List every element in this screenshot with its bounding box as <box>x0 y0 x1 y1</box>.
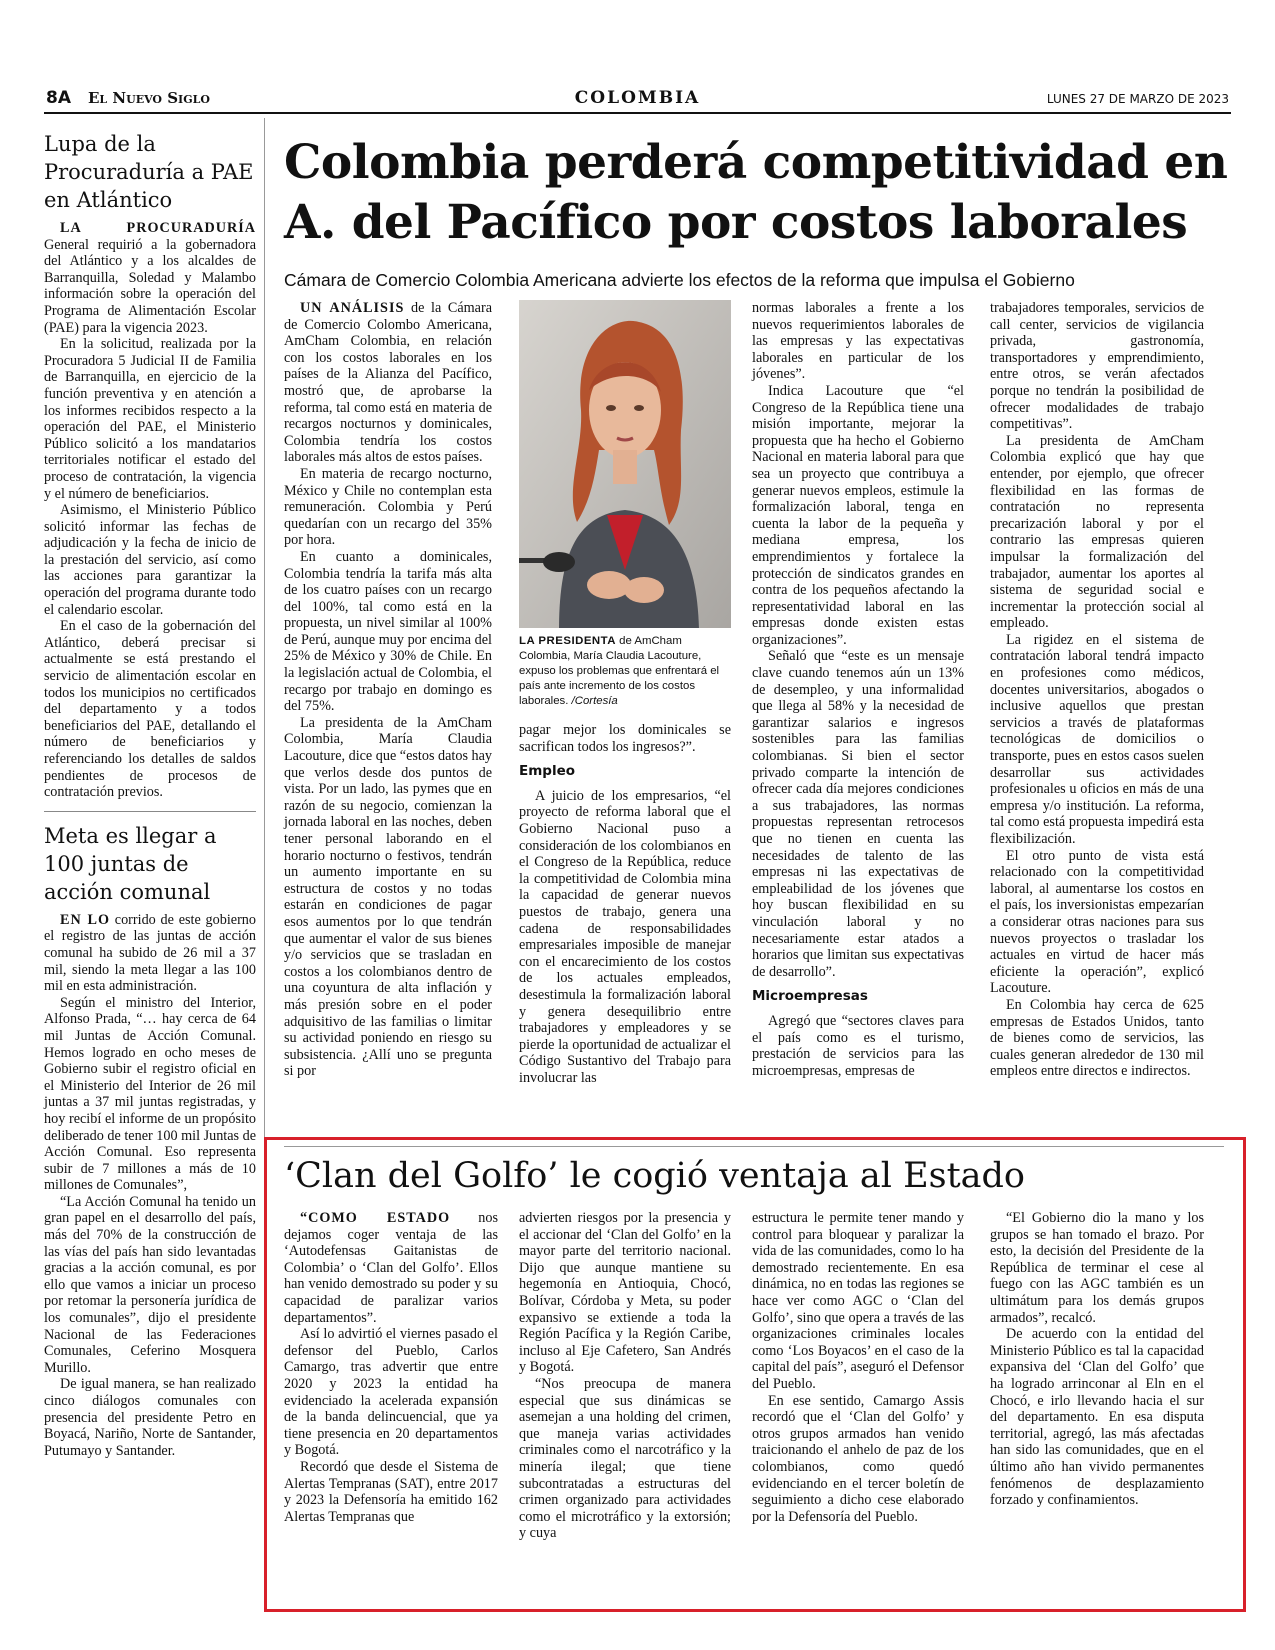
paragraph: normas laborales a frente a los nuevos requerimientos laborales de las empresas y las expectativas laborales en particular de los jóvenes”. <box>752 300 964 383</box>
main-column-4 <box>990 300 1204 1080</box>
paragraph: trabajadores temporales, servicios de call center, servicios de vigilancia privada, gastronomía, transportadores y emprendimiento, entre otros, se verán afectados porque no tendrán la posibilidad de ofrecer modalidades de trabajo competitivas”. <box>990 300 1204 433</box>
main-headline: Colombia perderá competitividad en A. del Pacífico por costos laborales <box>284 135 1228 250</box>
box-column-1 <box>284 1210 498 1525</box>
portrait-illustration <box>519 300 731 628</box>
paragraph: La presidenta de la AmCham Colombia, María Claudia Lacouture, dice que “estos datos hay que verlos desde dos puntos de vista. Por un lado, las pymes que en razón de su negocio, comienzan la jornada laboral en las noches, deben tener personal laborando en el horario nocturno o festivos, tendrán un aumento importante en su estructura de costos y no todas estarán en condiciones de pagar esos aumentos por lo que tendrán que aumentar el valor de sus bienes y/o servicios que se trasladan en costos a los colombianos dentro de una coyuntura de alta inflación y más presión sobre en el poder adquisitivo de las familias o limitar su actividad poniendo en riesgo su subsistencia. ¿Allí uno se pregunta si por <box>284 714 493 1080</box>
caption-lead: LA PRESIDENTA <box>519 635 616 647</box>
caption-text: de AmCham Colombia, María Claudia Lacouture, expuso los problemas que enfrentará el país ante incremento de los costos laborales. <box>519 635 720 707</box>
section-name: COLOMBIA <box>574 88 701 108</box>
sidebar-story2-lead: EN LO <box>60 911 110 928</box>
page-number: 8A <box>46 88 71 108</box>
main-column-3 <box>752 300 964 1079</box>
box-column-3 <box>752 1210 964 1525</box>
paragraph: Indica Lacouture que “el Congreso de la República tiene una misión importante, mejorar la propuesta que ha hecho el Gobierno Nacional en materia laboral para que sea un proyecto que contribuya a generar nuevos empleos, estimule la formalización laboral, tenga en cuenta la labor de la pequeña y mediana empresa, los emprendimientos y fortalece la protección de sindicatos grandes en contra de los pequeños afectando la representatividad laboral en las empresas donde existen estas organizaciones”. <box>752 382 964 648</box>
photo-credit: /Cortesía <box>568 695 618 707</box>
paragraph: estructura le permite tener mando y control para bloquear y paralizar la vida de las comunidades, como lo ha demostrado recientemente. En esa dinámica, no en todas las regiones se hace ver como AGC o ‘Clan del Golfo’, sino que opera a través de las organizaciones criminales locales como ‘Los Boyacos’ en el caso de la capital del país”, aseguró el Defensor del Pueblo. <box>752 1210 964 1392</box>
sidebar-story1-body <box>44 220 256 801</box>
paragraph: En el caso de la gobernación del Atlántico, deberá precisar si actualmente se está prestando el servicio de alimentación escolar en todos los municipios no certificados del departamento y a todos beneficiarios del PAE, detallando el número de beneficiarios y referenciando los detalles de saldos pendientes de procesos de contratación previos. <box>44 618 256 801</box>
main-subtitle: Cámara de Comercio Colombia Americana advierte los efectos de la reforma que impulsa el Gobierno <box>284 270 1075 290</box>
paragraph: Agregó que “sectores claves para el país como es el turismo, prestación de servicios para las microempresas, empresas de <box>752 1012 964 1079</box>
box-lead: “COMO ESTADO <box>300 1210 451 1226</box>
paragraph: En ese sentido, Camargo Assis recordó que el ‘Clan del Golfo’ y otros grupos armados han venido traicionando el anhelo de paz de los colombianos, como quedó evidenciando en el tercer boletín de seguimiento a dicho cese elaborado por la Defensoría del Pueblo. <box>752 1392 964 1525</box>
paragraph: La rigidez en el sistema de contratación laboral tendrá impacto en profesiones como médicos, docentes universitarios, abogados o inclusive aquellos que prestan servicios a través de plataformas tecnológicas de domicilios o transporte, pues en estos casos suelen desarrollar sus actividades profesionales u oficios en más de una empresa y/o institución. La reforma, tal como está propuesta impedirá esta flexibilización. <box>990 631 1204 847</box>
paragraph: Así lo advirtió el viernes pasado el defensor del Pueblo, Carlos Camargo, tras advertir que entre 2020 y 2023 la entidad ha evidenciado la acelerada expansión de la banda delincuencial, que ya tiene presencia en 20 departamentos y Bogotá. <box>284 1326 498 1459</box>
main-column-2 <box>519 722 731 1086</box>
paragraph: advierten riesgos por la presencia y el accionar del ‘Clan del Golfo’ en la mayor parte del territorio nacional. Dijo que aunque mantiene su hegemonía en Antioquia, Chocó, Bolívar, Córdoba y Meta, su poder expansivo se extiende a toda la Región Pacífica y la Región Caribe, incluso al Eje Cafetero, San Andrés y Bogotá. <box>519 1210 731 1376</box>
paragraph: La presidenta de AmCham Colombia explicó que hay que entender, por ejemplo, que ofrecer flexibilidad en las formas de contratación no representa precarización laboral y por el contrario las empresas quieren impulsar la formalización del trabajador, aumentar los aportes al sistema de seguridad social e incrementar la protección social al empleado. <box>990 432 1204 632</box>
paragraph: En Colombia hay cerca de 625 empresas de Estados Unidos, tanto de bienes como de servicios, las cuales generan alrededor de 130 mil empleos entre directos e indirectos. <box>990 996 1204 1080</box>
paragraph: pagar mejor los dominicales se sacrifican todos los ingresos?”. <box>519 722 731 755</box>
main-column-1 <box>284 300 492 1080</box>
paragraph: En materia de recargo nocturno, México y Chile no contemplan esta remuneración. Colombia y Perú quedarían con un recargo del 35% por hora. <box>284 465 492 549</box>
box-headline: ‘Clan del Golfo’ le cogió ventaja al Estado <box>284 1156 1025 1196</box>
box-top-rule <box>284 1146 1224 1147</box>
paragraph: A juicio de los empresarios, “el proyecto de reforma laboral que el Gobierno Nacional puso a consideración de los colombianos en el Congreso de la República, reduce la competitividad de Colombia mina la capacidad de generar nuevos puestos de trabajo, genera una cadena de responsabilidades empresariales imposible de manejar con el encarecimiento de los costos de los actuales empleados, desestimula la formalización laboral y genera desequilibrio entre trabajadores y empleadores y se pierde la oportunidad de actualizar el Código Sustantivo del Trabajo para involucrar las <box>519 787 731 1086</box>
photo-caption <box>519 634 731 709</box>
paragraph: El otro punto de vista está relacionado con la competitividad laboral, al aumentarse los costos en el país, los inversionistas empezarían a considerar otras naciones para sus nuevos proyectos o trasladar los actuales en virtud de hacer más eficiente la operación”, explicó Lacouture. <box>990 847 1204 997</box>
subhead-microempresas: Microempresas <box>752 988 868 1005</box>
portrait-photo <box>519 300 731 628</box>
paragraph: Según el ministro del Interior, Alfonso Prada, “… hay cerca de 64 mil Juntas de Acción Comunal. Hemos logrado en ocho meses de Gobierno subir el registro oficial en el Ministerio del Interior de 26 mil juntas a 37 mil juntas registradas, y hoy recibí el informe de un propósito deliberado de tener 100 mil Juntas de Acción Comunal. Eso representa subir de 7 millones a más de 10 millones de Comunales”, <box>44 994 256 1194</box>
paragraph: General requirió a la gobernadora del Atlántico y a los alcaldes de Barranquilla, Soledad y Malambo información sobre la operación del Programa de Alimentación Escolar (PAE) para la vigencia 2023. <box>44 236 256 336</box>
main-lead: UN ANÁLISIS <box>300 300 405 316</box>
sidebar-story1-title: Lupa de la Procuraduría a PAE en Atlántico <box>44 132 254 212</box>
sidebar-story2-body <box>44 912 256 1460</box>
paragraph: En la solicitud, realizada por la Procuradora 5 Judicial II de Familia de Barranquilla, en ejercicio de la función preventiva y en atención a los informes recibidos respecto a la operación del PAE, el Ministerio Público solicitó a los mandatarios territoriales notificar el estado del proceso de contratación, la vigencia y el número de beneficiarios. <box>44 336 256 502</box>
paragraph: “El Gobierno dio la mano y los grupos se han tomado el brazo. Por esto, la decisión del Presidente de la República de terminar el cese al fuego con las AGC también es un ultimátum para los demás grupos armados”, recalcó. <box>990 1210 1204 1326</box>
newspaper-name: El Nuevo Siglo <box>88 89 210 107</box>
paragraph: corrido de este gobierno el registro de las juntas de acción comunal ha subido de 26 mil a 37 mil, siendo la meta llegar a las 100 mil en esta administración. <box>44 911 256 995</box>
sidebar-story2-title: Meta es llegar a 100 juntas de acción comunal <box>44 823 217 904</box>
paragraph: Recordó que desde el Sistema de Alertas Tempranas (SAT), entre 2017 y 2023 la Defensoría ha emitido 162 Alertas Tempranas que <box>284 1458 498 1525</box>
sidebar-separator <box>44 811 256 812</box>
subhead-empleo: Empleo <box>519 763 576 780</box>
paragraph: De acuerdo con la entidad del Ministerio Público es tal la capacidad expansiva del ‘Clan del Golfo’ que ha logrado arrinconar al Eln en el Chocó, e irlo llevando hacia el sur del departamento. En esa disputa territorial, agregó, las más afectadas han sido las comunidades, que en el último año han vivido permanentes fenómenos de desplazamiento forzado y confinamientos. <box>990 1326 1204 1509</box>
box-column-2 <box>519 1210 731 1542</box>
paragraph: De igual manera, se han realizado cinco diálogos comunales con presencia del presidente Petro en Boyacá, Nariño, Norte de Santander, Putumayo y Santander. <box>44 1376 256 1459</box>
paragraph: nos dejamos coger ventaja de las ‘Autodefensas Gaitanistas de Colombia’ o ‘Clan del Golfo’. Ellos han venido demostrado su poder y su capacidad de paralizar varios departamentos”. <box>284 1210 498 1326</box>
paragraph: En cuanto a dominicales, Colombia tendría la tarifa más alta de los cuatro países con un recargo del 100%, tal como está en la propuesta, un nivel similar al 100% de Perú, aunque muy por encima del 25% de México y 30% de Chile. En la legislación actual de Colombia, el recargo por trabajo en domingo es del 75%. <box>284 548 492 715</box>
sidebar-story1-lead: LA PROCURADURÍA <box>60 220 256 236</box>
header-rule <box>44 112 1231 114</box>
paragraph: “Nos preocupa de manera especial que sus dinámicas se asemejan a una holding del crimen, que maneja varias actividades criminales como el narcotráfico y la minería ilegal; que tiene subcontratadas a estructuras del crimen organizado para actividades como el microtráfico y la extorsión; y cuya <box>519 1375 731 1542</box>
paragraph: “La Acción Comunal ha tenido un gran papel en el desarrollo del país, más del 70% de la construcción de las vías del país han sido levantadas gracias a la acción comunal, es por ello que vamos a iniciar un proceso por retomar la personería jurídica de los comunales”, dijo el presidente Nacional de las Federaciones Comunales, Ceferino Mosquera Murillo. <box>44 1193 256 1376</box>
issue-date: LUNES 27 DE MARZO DE 2023 <box>1046 92 1229 106</box>
paragraph: Asimismo, el Ministerio Público solicitó informar las fechas de adjudicación y la fecha de inicio de la prestación del servicio, así como las acciones para garantizar la operación del programa durante todo el calendario escolar. <box>44 502 256 618</box>
paragraph: de la Cámara de Comercio Colombo Americana, AmCham Colombia, en relación con los costos laborales en los países de la Alianza del Pacífico, mostró que, de aprobarse la reforma, tal como está en materia de recargos nocturnos y dominicales, Colombia tendría los costos laborales más altos de estos países. <box>284 300 493 466</box>
box-column-4 <box>990 1210 1204 1509</box>
sidebar <box>44 130 256 1459</box>
paragraph: Señaló que “este es un mensaje clave cuando tenemos aún un 13% de desempleo, y una informalidad que llega al 58% y la necesidad de garantizar salarios e ingresos sostenibles para las familias colombianas. Si bien el sector privado comparte la intención de ofrecer cada día mejores condiciones a sus trabajadores, las normas propuestas representan retrocesos que no tienen en cuenta las necesidades de talento de las empresas ni las expectativas de empleabilidad de los jóvenes que hoy buscan flexibilidad en su vinculación laboral y no necesariamente estar atados a horarios que limitan sus expectativas de desarrollo”. <box>752 648 964 980</box>
